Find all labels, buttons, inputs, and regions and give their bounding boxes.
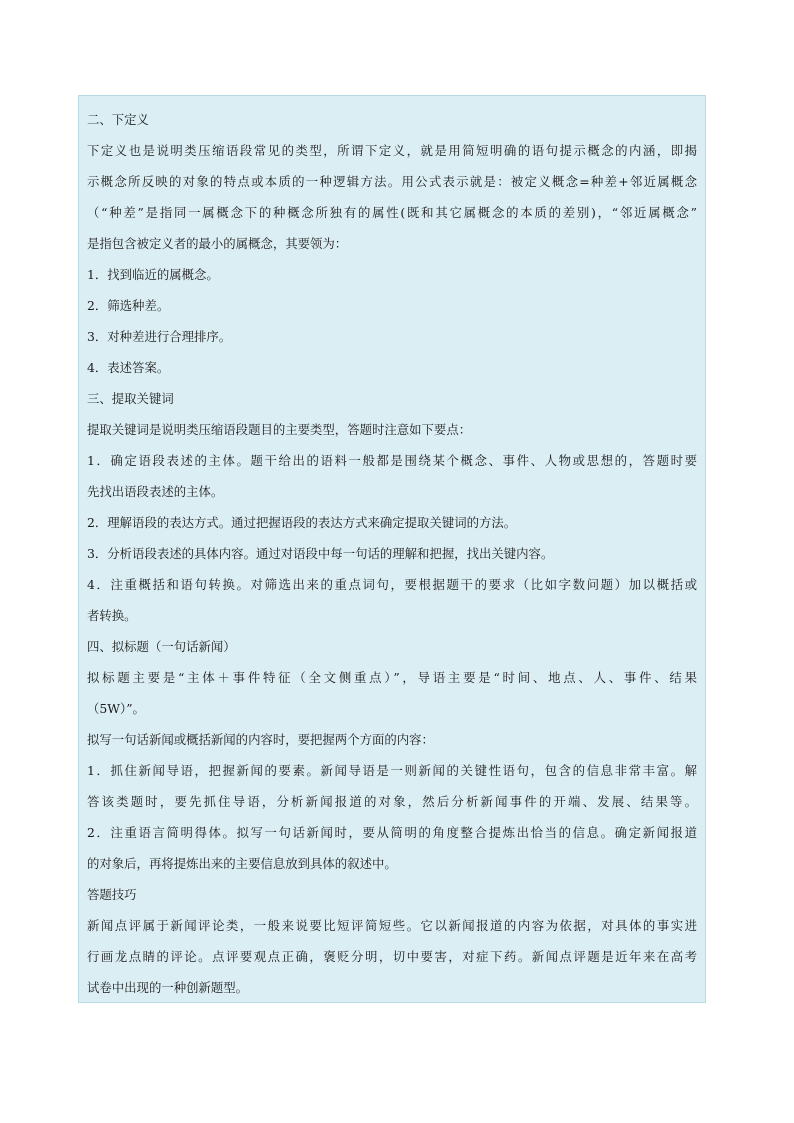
list-item: 的对象后，再将提炼出来的主要信息放到具体的叙述中。	[87, 856, 397, 871]
paragraph-line: 示概念所反映的对象的特点或本质的一种逻辑方法。用公式表示就是：被定义概念=种差+邻近属概念	[87, 174, 697, 189]
heading-define: 二、下定义	[87, 112, 149, 127]
heading-keywords: 三、提取关键词	[87, 391, 174, 406]
list-item: 3．分析语段表述的具体内容。通过对语段中每一句话的理解和把握，找出关键内容。	[87, 546, 554, 561]
paragraph-line: 行画龙点睛的评论。点评要观点正确，褒贬分明，切中要害，对症下药。新闻点评题是近年来在高考	[87, 949, 697, 964]
paragraph-line: 拟写一句话新闻或概括新闻的内容时，要把握两个方面的内容：	[87, 732, 434, 747]
list-item: 答该类题时，要先抓住导语，分析新闻报道的对象，然后分析新闻事件的开端、发展、结果等。	[87, 794, 697, 809]
list-item: 4．注重概括和语句转换。对筛选出来的重点词句，要根据题干的要求（比如字数问题）加以概括或	[87, 577, 697, 592]
paragraph-line: 新闻点评属于新闻评论类，一般来说要比短评简短些。它以新闻报道的内容为依据，对具体的事实进	[87, 918, 697, 933]
heading-tips: 答题技巧	[87, 887, 137, 902]
heading-title-news: 四、拟标题（一句话新闻）	[87, 639, 236, 654]
list-item: 4．表述答案。	[87, 360, 170, 375]
list-item: 2．理解语段的表达方式。通过把握语段的表达方式来确定提取关键词的方法。	[87, 515, 517, 530]
list-item: 1．找到临近的属概念。	[87, 267, 219, 282]
list-item: 3．对种差进行合理排序。	[87, 329, 232, 344]
list-item: 1．确定语段表述的主体。题干给出的语料一般都是围绕某个概念、事件、人物或思想的，答题时要	[87, 453, 697, 468]
paragraph-line: 拟标题主要是“主体＋事件特征（全文侧重点）”，导语主要是“时间、地点、人、事件、结果	[87, 670, 697, 685]
paragraph-line: （“种差”是指同一属概念下的种概念所独有的属性(既和其它属概念的本质的差别)，“邻近属概念”	[87, 205, 697, 220]
list-item: 者转换。	[87, 608, 137, 623]
list-item: 先找出语段表述的主体。	[87, 484, 224, 499]
paragraph-line: （5W）”。	[87, 701, 145, 716]
content-box	[78, 95, 706, 1003]
paragraph-line: 下定义也是说明类压缩语段常见的类型，所谓下定义，就是用简短明确的语句提示概念的内涵，即揭	[87, 143, 697, 158]
list-item: 2．筛选种差。	[87, 298, 170, 313]
paragraph-line: 提取关键词是说明类压缩语段题目的主要类型，答题时注意如下要点：	[87, 422, 472, 437]
paragraph-line: 是指包含被定义者的最小的属概念，其要领为：	[87, 236, 348, 251]
list-item: 2．注重语言简明得体。拟写一句话新闻时，要从简明的角度整合提炼出恰当的信息。确定新闻报道	[87, 825, 697, 840]
paragraph-line: 试卷中出现的一种创新题型。	[87, 980, 249, 995]
list-item: 1．抓住新闻导语，把握新闻的要素。新闻导语是一则新闻的关键性语句，包含的信息非常丰富。解	[87, 763, 697, 778]
